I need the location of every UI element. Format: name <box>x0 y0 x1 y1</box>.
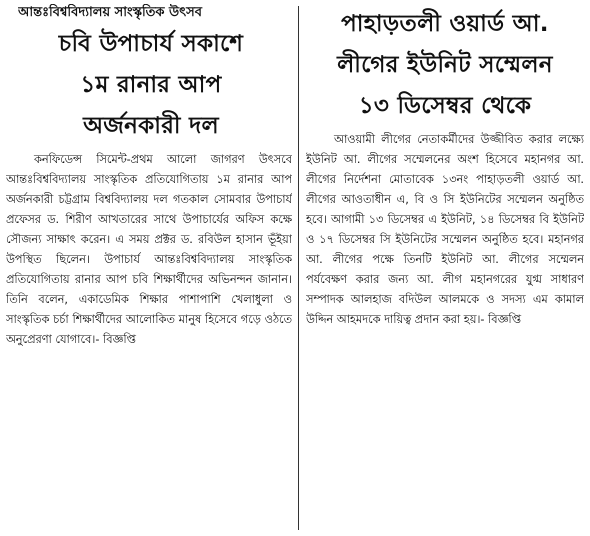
column-divider <box>298 6 299 530</box>
left-headline-line: অর্জনকারী দল <box>83 113 219 139</box>
right-headline <box>304 4 586 127</box>
right-headline-line: পাহাড়তলী ওয়ার্ড আ. <box>341 11 549 37</box>
right-body: আওয়ামী লীগের নেতাকর্মীদের উজ্জীবিত করার লক্ষ্যে ইউনিট আ. লীগের সম্মেলনের অংশ হিসেবে মহানগর আ. লীগের নির্দেশনা মোতাবেক ১৩নং পাহাড়তলী ওয়ার্ড আ. লীগের আওতাধীন এ, বি ও সি ইউনিটের সম্মেলন অনুষ্ঠিত হবে। আগামী ১৩ ডিসেম্বর এ ইউনিট, ১৪ ডিসেম্বর বি ইউনিট ও ১৭ ডিসেম্বর সি ইউনিটের সম্মেলন অনুষ্ঠিত হবে। মহানগর আ. লীগের পক্ষে তিনটি ইউনিট আ. লীগের সম্মেলন পর্যবেক্ষণ করার জন্য আ. লীগ মহানগরের যুগ্ম সাধারণ সম্পাদক আলহাজ বদিউল আলমকে ও সদস্য এম কামাল উদ্দিন আহমদকে দায়িত্ব প্রদান করা হয়।- বিজ্ঞপ্তি <box>306 133 584 326</box>
right-headline-line: লীগের ইউনিট সম্মেলন <box>337 52 553 78</box>
left-headline-line: চবি উপাচার্য সকাশে <box>58 31 244 57</box>
right-headline-line: ১৩ ডিসেম্বর থেকে <box>358 93 532 119</box>
left-headline <box>6 24 296 147</box>
left-headline-line: ১ম রানার আপ <box>80 72 222 98</box>
left-body: কনফিডেন্স সিমেন্ট-প্রথম আলো জাগরণ উৎসবে আন্তঃবিশ্ববিদ্যালয় সাংস্কৃতিক প্রতিযোগিতায় ১ম রানার আপ অর্জনকারী চট্টগ্রাম বিশ্ববিদ্যালয় দল গতকাল সোমবার উপাচার্য প্রফেসর ড. শিরীণ আখতারের সাথে উপাচার্যের অফিস কক্ষে সৌজন্য সাক্ষাৎ করেন। এ সময় প্রক্টর ড. রবিউল হাসান ভূঁইয়া উপস্থিত ছিলেন। উপাচার্য আন্তঃবিশ্ববিদ্যালয় সাংস্কৃতিক প্রতিযোগিতায় রানার আপ চবি শিক্ষার্থীদের অভিনন্দন জানান। তিনি বলেন, একাডেমিক শিক্ষার পাশাপাশি খেলাধুলা ও সাংস্কৃতিক চর্চা শিক্ষার্থীদের আলোকিত মানুষ হিসেবে গড়ে ওঠতে অনুপ্রেরণা যোগাবে।- বিজ্ঞপ্তি <box>6 153 292 346</box>
left-kicker: আন্তঃবিশ্ববিদ্যালয় সাংস্কৃতিক উৎসব <box>18 5 202 20</box>
